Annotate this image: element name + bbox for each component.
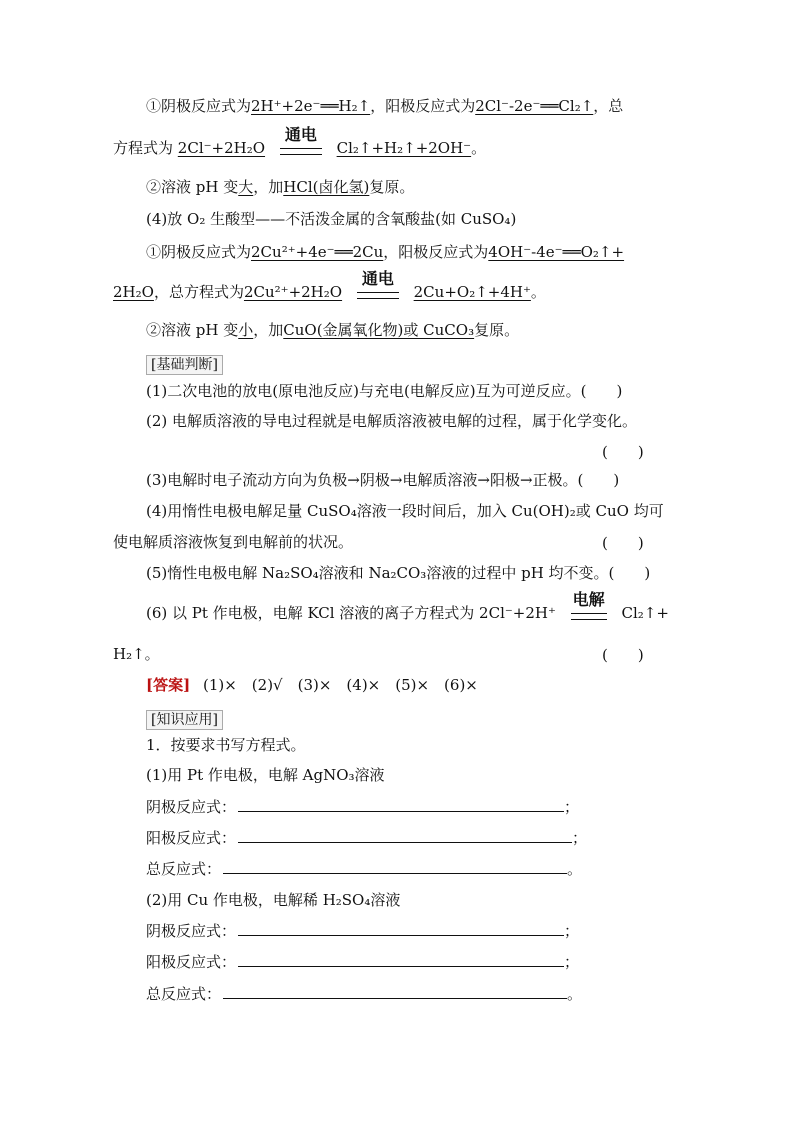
line-4 bbox=[146, 209, 516, 229]
basic-judgement-tag bbox=[146, 354, 223, 375]
text: 阴极反应式： bbox=[146, 922, 237, 940]
text: (2) 电解质溶液的导电过程就是电解质溶液被电解的过程，属于化学变化。 bbox=[146, 412, 638, 430]
text: 总反应式： bbox=[146, 860, 222, 878]
total-equation-right: 2Cu+O₂↑+4H⁺ bbox=[413, 283, 531, 301]
reaction-condition bbox=[567, 590, 611, 624]
answer-line bbox=[146, 675, 478, 695]
section-heading: (4)放 O₂ 生酸型——不活泼金属的含氧酸盐(如 CuSO₄) bbox=[146, 210, 517, 228]
reaction-condition bbox=[276, 125, 326, 159]
anode-equation: 4OH⁻-4e⁻══O₂↑+ bbox=[488, 243, 625, 261]
task-1-cathode bbox=[146, 797, 579, 817]
question-6-cont bbox=[113, 644, 160, 664]
ph-change: 小 bbox=[238, 321, 254, 339]
task-1-anode bbox=[146, 828, 587, 848]
text: 复原。 bbox=[369, 178, 415, 196]
task-1 bbox=[146, 765, 385, 785]
text: 。 bbox=[530, 283, 546, 301]
line-1 bbox=[146, 96, 623, 116]
text: 阳极反应式： bbox=[146, 953, 237, 971]
total-input[interactable] bbox=[223, 984, 567, 999]
task-1-total bbox=[146, 859, 582, 879]
total-equation-left: 2Cl⁻+2H₂O bbox=[177, 139, 266, 157]
reaction-condition bbox=[353, 269, 403, 303]
line-7 bbox=[146, 320, 519, 340]
task-2 bbox=[146, 890, 400, 910]
text: (2)用 Cu 作电极，电解稀 H₂SO₄溶液 bbox=[146, 891, 401, 909]
line-2 bbox=[113, 125, 487, 159]
anode-equation-cont: 2H₂O bbox=[113, 283, 154, 301]
restore-substance: HCl(卤化氢) bbox=[283, 178, 370, 196]
line-6 bbox=[113, 269, 546, 303]
text: 阴极反应式： bbox=[146, 798, 237, 816]
text: 1．按要求书写方程式。 bbox=[146, 736, 306, 754]
text: H₂↑。 bbox=[113, 645, 160, 663]
task-title bbox=[146, 735, 306, 755]
question-4 bbox=[146, 501, 664, 521]
text: 阳极反应式： bbox=[146, 829, 237, 847]
text: (4)用惰性电极电解足量 CuSO₄溶液一段时间后，加入 Cu(OH)₂或 CuO 均可 bbox=[146, 502, 664, 520]
question-1 bbox=[146, 381, 622, 401]
text: ，总 bbox=[593, 97, 624, 115]
answer-label: [答案] bbox=[146, 676, 191, 694]
text: ，加 bbox=[253, 321, 284, 339]
text: 方程式为 bbox=[113, 139, 174, 157]
text: Cl₂↑+ bbox=[621, 604, 669, 622]
text: ②溶液 pH 变 bbox=[146, 178, 239, 196]
text: 总反应式： bbox=[146, 985, 222, 1003]
condition-label: 通电 bbox=[284, 125, 317, 144]
question-2 bbox=[146, 411, 637, 431]
question-4-cont bbox=[113, 532, 353, 552]
text: ①阴极反应式为 bbox=[146, 97, 252, 115]
task-2-total bbox=[146, 984, 582, 1004]
task-2-cathode bbox=[146, 921, 579, 941]
text: ①阴极反应式为 bbox=[146, 243, 252, 261]
text: ； bbox=[572, 829, 588, 847]
restore-substance: CuO(金属氧化物)或 CuCO₃ bbox=[283, 321, 475, 339]
text: ； bbox=[564, 798, 580, 816]
text: ，阳极反应式为 bbox=[370, 97, 476, 115]
knowledge-application-tag bbox=[146, 709, 223, 730]
question-6-paren: ( ) bbox=[602, 646, 644, 664]
answer-text: (1)× (2)√ (3)× (4)× (5)× (6)× bbox=[202, 676, 478, 694]
text: ，阳极反应式为 bbox=[383, 243, 489, 261]
question-6 bbox=[146, 590, 669, 624]
text: ②溶液 pH 变 bbox=[146, 321, 239, 339]
cathode-equation: 2Cu²⁺+4e⁻══2Cu bbox=[251, 243, 384, 261]
total-input[interactable] bbox=[223, 859, 567, 874]
question-5 bbox=[146, 563, 650, 583]
condition-label: 通电 bbox=[361, 269, 394, 288]
anode-equation: 2Cl⁻-2e⁻══Cl₂↑ bbox=[475, 97, 594, 115]
text: (6) 以 Pt 作电极，电解 KCl 溶液的离子方程式为 2Cl⁻+2H⁺ bbox=[146, 604, 556, 622]
task-2-anode bbox=[146, 952, 579, 972]
condition-label: 电解 bbox=[572, 590, 605, 609]
ph-change: 大 bbox=[238, 178, 254, 196]
text: 。 bbox=[567, 860, 583, 878]
cathode-input[interactable] bbox=[238, 797, 564, 812]
cathode-equation: 2H⁺+2e⁻══H₂↑ bbox=[251, 97, 371, 115]
text: ； bbox=[564, 953, 580, 971]
anode-input[interactable] bbox=[238, 952, 564, 967]
text: (1)二次电池的放电(原电池反应)与充电(电解反应)互为可逆反应。( ) bbox=[146, 382, 623, 400]
line-5 bbox=[146, 242, 624, 262]
text: 使电解质溶液恢复到电解前的状况。 bbox=[113, 533, 354, 551]
text: (1)用 Pt 作电极，电解 AgNO₃溶液 bbox=[146, 766, 385, 784]
text: ，总方程式为 bbox=[153, 283, 244, 301]
total-equation-left: 2Cu²⁺+2H₂O bbox=[243, 283, 343, 301]
text: ，加 bbox=[253, 178, 284, 196]
text: ； bbox=[564, 922, 580, 940]
text: (5)惰性电极电解 Na₂SO₄溶液和 Na₂CO₃溶液的过程中 pH 均不变。( ) bbox=[146, 564, 651, 582]
total-equation-right: Cl₂↑+H₂↑+2OH⁻ bbox=[336, 139, 472, 157]
text: 复原。 bbox=[474, 321, 520, 339]
question-4-paren: ( ) bbox=[602, 534, 644, 552]
line-3 bbox=[146, 177, 414, 197]
question-2-paren: ( ) bbox=[602, 443, 644, 461]
text: 。 bbox=[567, 985, 583, 1003]
section-tag: [基础判断] bbox=[146, 355, 223, 375]
cathode-input[interactable] bbox=[238, 921, 564, 936]
text: 。 bbox=[471, 139, 487, 157]
anode-input[interactable] bbox=[238, 828, 572, 843]
text: (3)电解时电子流动方向为负极→阴极→电解质溶液→阳极→正极。( ) bbox=[146, 471, 620, 489]
question-3 bbox=[146, 470, 619, 490]
section-tag: [知识应用] bbox=[146, 710, 223, 730]
